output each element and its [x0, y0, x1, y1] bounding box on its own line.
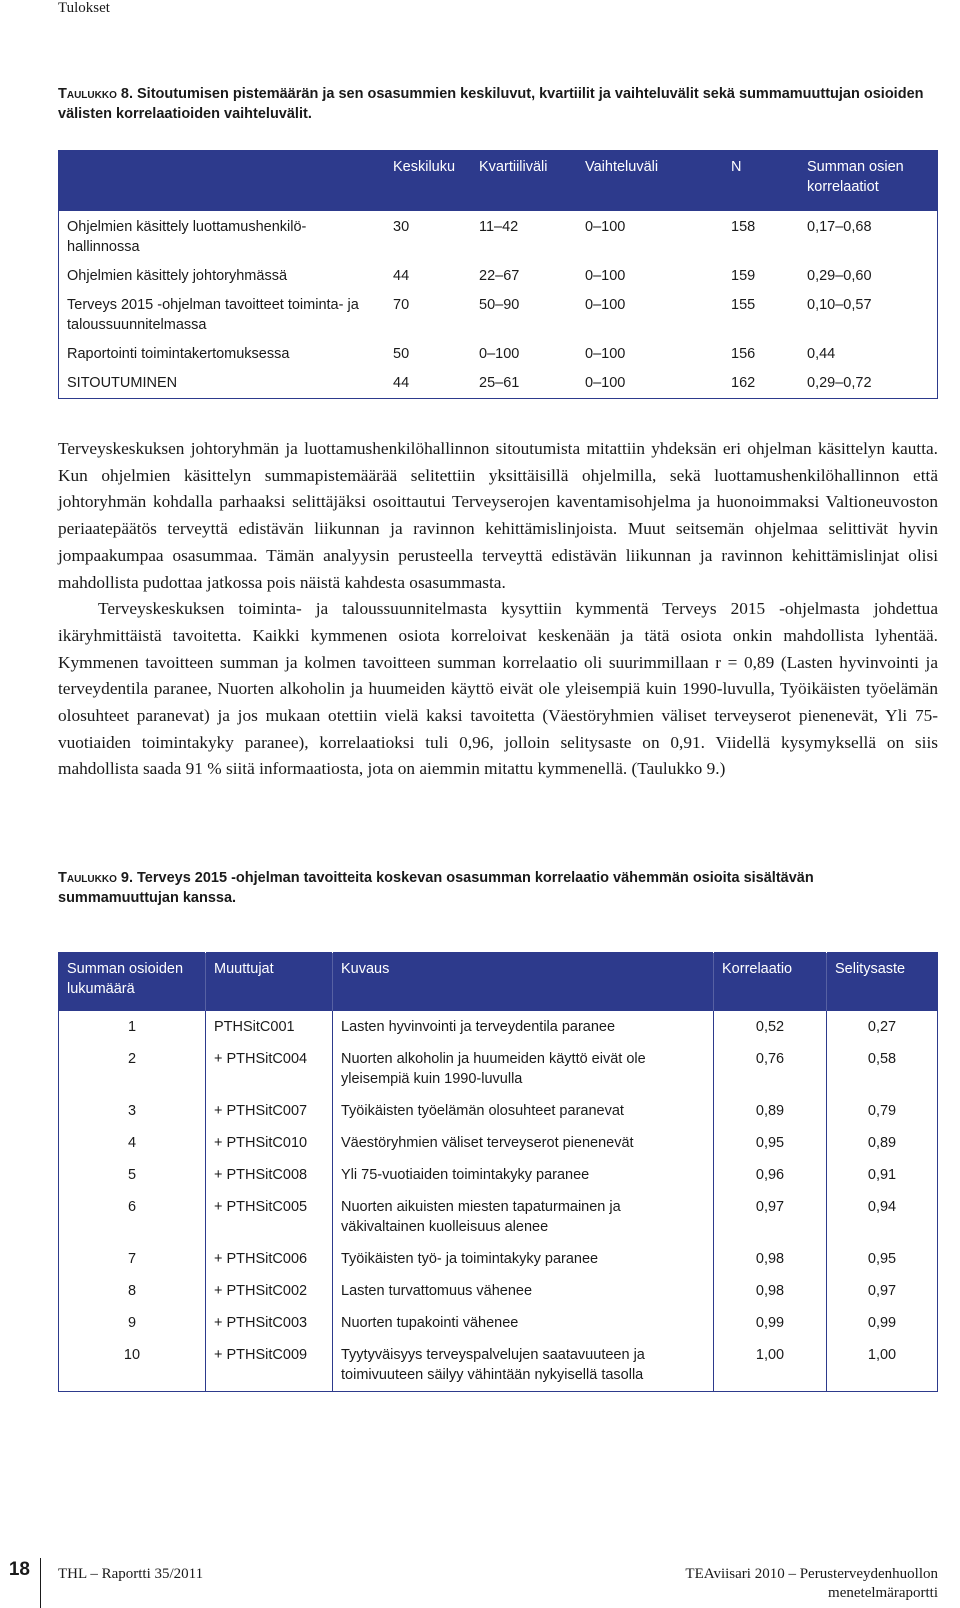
- cell-kuvaus: Nuorten aikuisten miesten tapaturmainen ja väkivaltainen kuolleisuus alenee: [333, 1191, 714, 1243]
- cell-keskiluku: 30: [393, 219, 410, 235]
- cell-korrelaatio: 1,00: [714, 1339, 827, 1392]
- page-number: 18: [8, 1559, 30, 1580]
- table9-caption-label: Taulukko 9.: [58, 870, 133, 886]
- table9-caption-text: Terveys 2015 -ohjelman tavoitteita koskevan osasumman korrelaatio vähemmän osioita sisältävän summamuuttujan kanssa.: [58, 870, 814, 906]
- cell-n: 156: [731, 346, 756, 362]
- table8-header-cell: Kvartiiliväli: [471, 151, 577, 212]
- cell-kuvaus: Työikäisten työelämän olosuhteet paranevat: [333, 1095, 714, 1127]
- cell-kvartiilivali: 11–42: [479, 219, 519, 235]
- table-row: [59, 1243, 938, 1275]
- cell-muuttujat: + PTHSitC005: [206, 1191, 333, 1243]
- table-row: [59, 1159, 938, 1191]
- cell-lukumaara: 5: [127, 1167, 137, 1183]
- row-label: Ohjelmien käsittely luottamushenkilö-hallinnossa: [67, 219, 307, 255]
- cell-muuttujat: + PTHSitC002: [206, 1275, 333, 1307]
- table9-header-cell: Selitysaste: [827, 953, 938, 1012]
- cell-keskiluku: 44: [393, 268, 410, 284]
- cell-keskiluku: 50: [393, 346, 410, 362]
- table8-caption: [58, 84, 938, 124]
- cell-selitysaste: 0,95: [827, 1243, 938, 1275]
- table-row: [59, 1275, 938, 1307]
- cell-kvartiilivali: 50–90: [479, 297, 520, 313]
- cell-korrelaatiot: 0,29–0,60: [807, 268, 872, 284]
- cell-selitysaste: 0,94: [827, 1191, 938, 1243]
- table8-header-cell: Keskiluku: [385, 151, 471, 212]
- table9: [58, 952, 938, 1392]
- cell-keskiluku: 44: [393, 375, 410, 391]
- body-text: [58, 436, 938, 783]
- cell-lukumaara: 7: [127, 1251, 137, 1267]
- cell-vaihteluvali: 0–100: [585, 268, 626, 284]
- cell-selitysaste: 0,27: [827, 1011, 938, 1043]
- cell-korrelaatio: 0,98: [714, 1275, 827, 1307]
- cell-korrelaatiot: 0,10–0,57: [807, 297, 872, 313]
- footer-right-text: TEAviisari 2010 – Perusterveydenhuollon menetelmäraportti: [685, 1566, 938, 1601]
- table-row: [59, 1191, 938, 1243]
- cell-lukumaara: 4: [127, 1135, 137, 1151]
- cell-lukumaara: 10: [123, 1347, 141, 1363]
- table-row: [59, 1011, 938, 1043]
- table-row: [59, 1043, 938, 1095]
- cell-muuttujat: + PTHSitC004: [206, 1043, 333, 1095]
- row-label: SITOUTUMINEN: [67, 375, 178, 391]
- table9-header-cell: Summan osioiden lukumäärä: [59, 953, 206, 1012]
- table8-header-cell: Vaihteluväli: [577, 151, 723, 212]
- cell-vaihteluvali: 0–100: [585, 375, 626, 391]
- footer-left-text: THL – Raportti 35/2011: [58, 1566, 204, 1582]
- table8-header-cell: [59, 151, 386, 212]
- cell-lukumaara: 3: [127, 1103, 137, 1119]
- cell-lukumaara: 8: [127, 1283, 137, 1299]
- cell-muuttujat: + PTHSitC010: [206, 1127, 333, 1159]
- row-label: Terveys 2015 -ohjelman tavoitteet toiminta- ja taloussuunnitelmassa: [67, 297, 359, 333]
- table8-header-cell: N: [723, 151, 799, 212]
- table-row: [59, 340, 938, 369]
- cell-muuttujat: + PTHSitC009: [206, 1339, 333, 1392]
- table8-caption-text: Sitoutumisen pistemäärän ja sen osasummien keskiluvut, kvartiilit ja vaihteluvälit sekä summamuuttujan osioiden välisten korrelaatioiden vaihteluvälit.: [58, 86, 924, 122]
- cell-keskiluku: 70: [393, 297, 410, 313]
- cell-lukumaara: 2: [127, 1051, 137, 1067]
- running-head: Tulokset: [58, 0, 110, 16]
- cell-kuvaus: Työikäisten työ- ja toimintakyky paranee: [333, 1243, 714, 1275]
- cell-muuttujat: PTHSitC001: [206, 1011, 333, 1043]
- cell-muuttujat: + PTHSitC006: [206, 1243, 333, 1275]
- table-row: [59, 1095, 938, 1127]
- cell-korrelaatiot: 0,29–0,72: [807, 375, 872, 391]
- cell-muuttujat: + PTHSitC007: [206, 1095, 333, 1127]
- table-row: [59, 291, 938, 340]
- cell-vaihteluvali: 0–100: [585, 219, 626, 235]
- cell-korrelaatio: 0,76: [714, 1043, 827, 1095]
- footer-divider: [40, 1558, 41, 1608]
- table8: [58, 150, 938, 399]
- cell-kuvaus: Nuorten tupakointi vähenee: [333, 1307, 714, 1339]
- cell-kuvaus: Lasten hyvinvointi ja terveydentila paranee: [333, 1011, 714, 1043]
- cell-vaihteluvali: 0–100: [585, 297, 626, 313]
- table9-header-row: [59, 953, 938, 1012]
- cell-vaihteluvali: 0–100: [585, 346, 626, 362]
- cell-selitysaste: 1,00: [827, 1339, 938, 1392]
- cell-korrelaatio: 0,98: [714, 1243, 827, 1275]
- table9-header-cell: Muuttujat: [206, 953, 333, 1012]
- cell-korrelaatio: 0,97: [714, 1191, 827, 1243]
- cell-selitysaste: 0,99: [827, 1307, 938, 1339]
- cell-korrelaatio: 0,96: [714, 1159, 827, 1191]
- cell-korrelaatiot: 0,44: [807, 346, 836, 362]
- cell-n: 158: [731, 219, 756, 235]
- cell-n: 162: [731, 375, 756, 391]
- cell-kvartiilivali: 25–61: [479, 375, 520, 391]
- cell-korrelaatio: 0,95: [714, 1127, 827, 1159]
- cell-kuvaus: Väestöryhmien väliset terveyserot pienenevät: [333, 1127, 714, 1159]
- cell-muuttujat: + PTHSitC003: [206, 1307, 333, 1339]
- cell-kvartiilivali: 0–100: [479, 346, 520, 362]
- cell-n: 155: [731, 297, 756, 313]
- cell-n: 159: [731, 268, 756, 284]
- table8-caption-label: Taulukko 8.: [58, 86, 133, 102]
- table-row: [59, 1307, 938, 1339]
- cell-korrelaatiot: 0,17–0,68: [807, 219, 872, 235]
- cell-lukumaara: 9: [127, 1315, 137, 1331]
- table8-header-row: [59, 151, 938, 212]
- cell-kuvaus: Yli 75-vuotiaiden toimintakyky paranee: [333, 1159, 714, 1191]
- cell-selitysaste: 0,79: [827, 1095, 938, 1127]
- cell-lukumaara: 1: [127, 1019, 137, 1035]
- cell-korrelaatio: 0,99: [714, 1307, 827, 1339]
- cell-lukumaara: 6: [127, 1199, 137, 1215]
- cell-korrelaatio: 0,89: [714, 1095, 827, 1127]
- table9-header-cell: Kuvaus: [333, 953, 714, 1012]
- cell-korrelaatio: 0,52: [714, 1011, 827, 1043]
- cell-muuttujat: + PTHSitC008: [206, 1159, 333, 1191]
- paragraph: Terveyskeskuksen johtoryhmän ja luottamushenkilöhallinnon sitoutumista mitattiin yhdeksän eri ohjelman käsittelyn kautta. Kun ohjelmien käsittelyn summapistemäärää selitettiin yksittäisillä ohjelmilla, sekä luottamushenkilöhallinnon että johtoryhmän kohdalla parhaaksi selittäjäksi osoittautui Terveyserojen kaventamisohjelma ja huonoimmaksi Valtioneuvoston periaatepäätös terveyttä edistävän liikunnan ja ravinnon kehittämislinjoista. Muut seitsemän ohjelmaa selittivät hyvin jompaakumpaa osasummaa. Tämän analyysin perusteella terveyttä edistävän liikunnan ja ravinnon kehittämislinjat olisi mahdollista pudottaa jatkossa pois näistä kahdesta osasummasta.: [58, 439, 938, 592]
- paragraph: Terveyskeskuksen toiminta- ja taloussuunnitelmasta kysyttiin kymmentä Terveys 2015 -ohjelmasta johdettua ikäryhmittäistä tavoitetta. Kaikki kymmenen osiota korreloivat keskenään ja tätä osiota onkin mahdollista lyhentää. Kymmenen tavoitteen summan ja kolmen tavoitteen summan korrelaatio oli suurimmillaan r = 0,89 (Lasten hyvinvointi ja terveydentila paranee, Nuorten alkoholin ja huumeiden käyttö eivät ole yleisempiä kuin 1990-luvulla, Työikäisten työelämän olosuhteet paranevat) ja jos mukaan otettiin vielä kaksi tavoitetta (Väestöryhmien väliset terveyserot pienenevät, Yli 75-vuotiaiden toimintakyky paranee), korrelaatioksi tuli 0,96, jolloin selitysaste on 0,91. Viidellä kysymyksellä on siis mahdollista saada 91 % siitä informaatiosta, jota on aiemmin mitattu kymmenellä. (Taulukko 9.): [58, 599, 938, 779]
- cell-selitysaste: 0,89: [827, 1127, 938, 1159]
- table-row: [59, 1127, 938, 1159]
- table9-caption: [58, 868, 938, 908]
- table-row: [59, 369, 938, 399]
- cell-kuvaus: Tyytyväisyys terveyspalvelujen saatavuuteen ja toimivuuteen säilyy vähintään nykyisellä tasolla: [333, 1339, 714, 1392]
- cell-kuvaus: Lasten turvattomuus vähenee: [333, 1275, 714, 1307]
- table8-header-cell: Summan osien korrelaatiot: [799, 151, 938, 212]
- cell-kvartiilivali: 22–67: [479, 268, 520, 284]
- cell-kuvaus: Nuorten alkoholin ja huumeiden käyttö eivät ole yleisempiä kuin 1990-luvulla: [333, 1043, 714, 1095]
- table-row: [59, 262, 938, 291]
- cell-selitysaste: 0,58: [827, 1043, 938, 1095]
- table-row: [59, 1339, 938, 1392]
- row-label: Raportointi toimintakertomuksessa: [67, 346, 290, 362]
- cell-selitysaste: 0,91: [827, 1159, 938, 1191]
- row-label: Ohjelmien käsittely johtoryhmässä: [67, 268, 288, 284]
- table9-header-cell: Korrelaatio: [714, 953, 827, 1012]
- table-row: [59, 211, 938, 262]
- cell-selitysaste: 0,97: [827, 1275, 938, 1307]
